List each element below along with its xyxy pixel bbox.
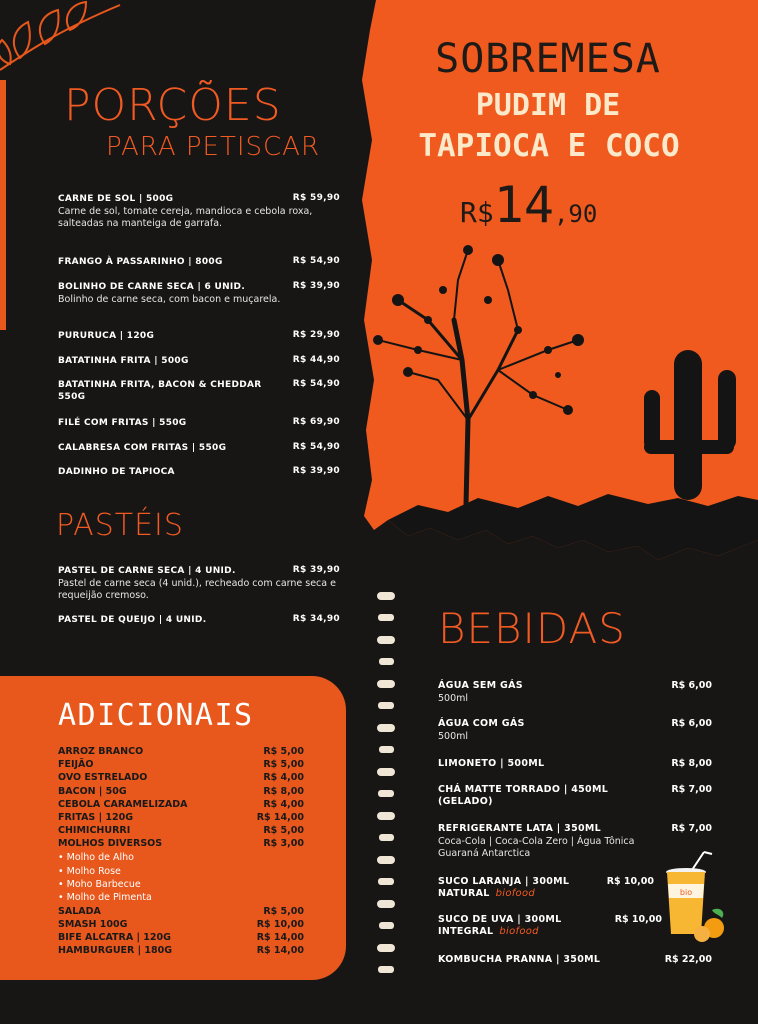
menu-item	[58, 614, 340, 626]
item-name: BATATINHA FRITA, BACON & CHEDDAR 550G	[58, 380, 262, 402]
adic-price: R$ 4,00	[263, 772, 304, 783]
item-price: R$ 44,90	[292, 355, 340, 365]
menu-item	[58, 466, 340, 478]
item-name: PASTEL DE CARNE SECA | 4 UNID.	[58, 566, 236, 576]
menu-item	[58, 281, 340, 306]
adic-name: CHIMICHURRI	[58, 825, 131, 836]
adic-price: R$ 5,00	[263, 746, 304, 757]
adic-price: R$ 14,00	[256, 812, 304, 823]
beverage-item	[438, 758, 712, 770]
item-price: R$ 54,90	[292, 442, 340, 452]
beverage-item	[438, 784, 712, 808]
beverage-item	[438, 680, 712, 705]
adicionais-row	[58, 945, 304, 957]
beverage-name-text: SUCO LARANJA | 300ML NATURAL	[438, 876, 570, 899]
item-price: R$ 29,90	[292, 330, 340, 340]
adicionais-row	[58, 759, 304, 771]
beverage-price: R$ 22,00	[664, 954, 712, 965]
adicionais-row	[58, 812, 304, 824]
menu-item	[58, 565, 340, 602]
beverage-price: R$ 7,00	[671, 784, 712, 795]
beverage-item	[438, 718, 712, 743]
adic-name: ARROZ BRANCO	[58, 746, 144, 757]
molho-option: • Molho de Alho	[58, 852, 134, 863]
adic-price: R$ 8,00	[263, 786, 304, 797]
beverage-item	[438, 954, 712, 966]
bebidas-title: BEBIDAS	[438, 604, 626, 653]
adic-price: R$ 5,00	[263, 825, 304, 836]
leaf-ornament-icon	[0, 0, 140, 80]
menu-item	[58, 417, 340, 429]
molho-option: • Moho Barbecue	[58, 879, 141, 890]
beverage-description: Coca-Cola | Coca-Cola Zero | Água Tônica Guaraná Antarctica	[438, 836, 635, 859]
adic-price: R$ 14,00	[256, 932, 304, 943]
dessert-price	[460, 176, 660, 234]
adic-price: R$ 5,00	[263, 906, 304, 917]
item-name: BOLINHO DE CARNE SECA | 6 UNID.	[58, 282, 246, 292]
item-name: DADINHO DE TAPIOCA	[58, 467, 175, 477]
porcoes-subtitle: PARA PETISCAR	[106, 132, 321, 162]
adic-name: FRITAS | 120G	[58, 812, 133, 823]
item-name: CALABRESA COM FRITAS | 550G	[58, 443, 227, 453]
beverage-name: ÁGUA COM GÁS	[438, 718, 525, 729]
molho-option: • Molho de Pimenta	[58, 892, 152, 903]
pasteis-title: PASTÉIS	[56, 508, 184, 543]
beverage-item	[438, 914, 662, 938]
adic-name: OVO ESTRELADO	[58, 772, 148, 783]
item-price: R$ 34,90	[292, 614, 340, 624]
accent-bar	[0, 80, 6, 330]
adicionais-title: ADICIONAIS	[58, 698, 254, 733]
menu-item	[58, 193, 340, 230]
dessert-panel-background	[358, 0, 758, 580]
dessert-section-title: SOBREMESA	[435, 36, 661, 82]
adicionais-row	[58, 772, 304, 784]
adic-price: R$ 14,00	[256, 945, 304, 956]
adic-name: MOLHOS DIVERSOS	[58, 838, 163, 849]
biofood-logo: biofood	[495, 888, 536, 899]
biofood-logo: biofood	[499, 926, 539, 937]
adic-price: R$ 4,00	[263, 799, 304, 810]
beverage-name: LIMONETO | 500ML	[438, 758, 545, 769]
adicionais-row	[58, 799, 304, 811]
adic-name: SMASH 100G	[58, 919, 128, 930]
item-price: R$ 69,90	[292, 417, 340, 427]
beverage-name: CHÁ MATTE TORRADO | 450ML (GELADO)	[438, 784, 609, 807]
molho-option: • Molho Rose	[58, 866, 121, 877]
item-description: Carne de sol, tomate cereja, mandioca e cebola roxa, salteadas na manteiga de garrafa.	[58, 206, 313, 229]
menu-item	[58, 379, 340, 403]
menu-item	[58, 330, 340, 342]
adicionais-row	[58, 825, 304, 837]
beverage-description: 500ml	[438, 731, 469, 742]
beverage-price: R$ 7,00	[671, 823, 712, 834]
dessert-price-prefix: R$	[460, 196, 494, 229]
beverage-item	[438, 876, 654, 900]
porcoes-title: PORÇÕES	[64, 80, 282, 131]
item-name: PURURUCA | 120G	[58, 331, 155, 341]
item-price: R$ 54,90	[292, 256, 340, 266]
item-price: R$ 39,90	[292, 281, 340, 291]
adic-name: HAMBURGUER | 180G	[58, 945, 173, 956]
item-price: R$ 39,90	[292, 565, 340, 575]
item-name: CARNE DE SOL | 500G	[58, 194, 174, 204]
adic-name: BACON | 50G	[58, 786, 127, 797]
item-description: Bolinho de carne seca, com bacon e muçarela.	[58, 294, 281, 305]
dessert-name-line2: TAPIOCA E COCO	[418, 128, 680, 164]
item-name: PASTEL DE QUEIJO | 4 UNID.	[58, 615, 207, 625]
adicionais-row	[58, 786, 304, 798]
item-name: FRANGO À PASSARINHO | 800G	[58, 257, 223, 267]
beverage-name: ÁGUA SEM GÁS	[438, 680, 523, 691]
adic-price: R$ 5,00	[263, 759, 304, 770]
item-price: R$ 59,90	[292, 193, 340, 203]
menu-item	[58, 442, 340, 454]
adicionais-row	[58, 919, 304, 931]
adicionais-row	[58, 906, 304, 918]
beverage-name: KOMBUCHA PRANNA | 350ML	[438, 954, 601, 965]
adicionais-row	[58, 746, 304, 758]
item-price: R$ 54,90	[292, 379, 340, 389]
item-name: BATATINHA FRITA | 500G	[58, 356, 189, 366]
item-price: R$ 39,90	[292, 466, 340, 476]
beverage-price: R$ 8,00	[671, 758, 712, 769]
item-description: Pastel de carne seca (4 unid.), recheado com carne seca e requeijão cremoso.	[58, 578, 336, 601]
dessert-name-line1: PUDIM DE	[475, 88, 621, 123]
adic-price: R$ 3,00	[263, 838, 304, 849]
adic-name: FEIJÃO	[58, 759, 94, 770]
adic-name: SALADA	[58, 906, 101, 917]
item-name: FILÉ COM FRITAS | 550G	[58, 418, 187, 428]
beverage-price: R$ 6,00	[671, 718, 712, 729]
brush-stripe-divider	[375, 592, 399, 992]
beverage-price: R$ 10,00	[606, 876, 654, 887]
dessert-price-dec: ,90	[553, 200, 598, 228]
adic-name: BIFE ALCATRA | 120G	[58, 932, 171, 943]
beverage-description: 500ml	[438, 693, 469, 704]
adicionais-row	[58, 838, 304, 850]
adic-price: R$ 10,00	[256, 919, 304, 930]
dessert-price-int: 14	[493, 176, 554, 234]
beverage-price: R$ 6,00	[671, 680, 712, 691]
beverage-price: R$ 10,00	[614, 914, 662, 925]
svg-text:bio: bio	[679, 888, 693, 897]
menu-item	[58, 355, 340, 367]
menu-item	[58, 256, 340, 268]
adic-name: CEBOLA CARAMELIZADA	[58, 799, 188, 810]
adicionais-row	[58, 932, 304, 944]
beverage-name-text: SUCO DE UVA | 300ML INTEGRAL	[438, 914, 562, 937]
beverage-name: REFRIGERANTE LATA | 350ML	[438, 823, 602, 834]
juice-cup-icon	[662, 850, 730, 942]
